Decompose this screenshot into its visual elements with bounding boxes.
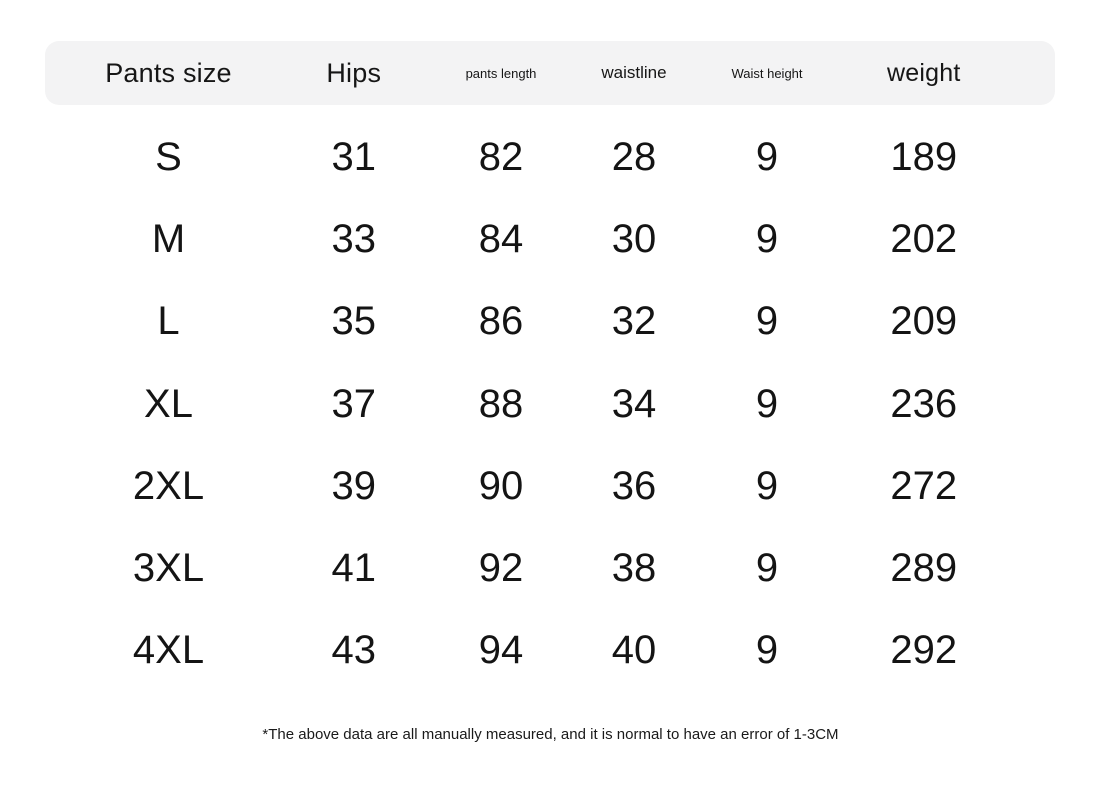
cell-weight: 272 [890,463,958,508]
cell-pants-length: 94 [478,628,524,673]
header-cell-waistline: waistline [601,63,667,82]
cell-weight: 202 [890,216,958,261]
cell-waistline: 30 [611,216,657,261]
cell-waist-height: 9 [755,134,779,179]
cell-waistline: 36 [611,463,657,508]
cell-pants-length: 92 [478,546,524,591]
table-header-row [45,41,1055,105]
cell-waist-height: 9 [755,381,779,426]
cell-size: XL [144,381,193,426]
cell-hips: 37 [331,381,376,426]
table-row [45,445,1055,527]
cell-waist-height: 9 [755,628,779,673]
cell-hips: 31 [331,134,376,179]
cell-size: 4XL [132,628,205,673]
table-body [45,105,1055,692]
cell-weight: 209 [890,299,958,344]
header-cell-pants-size: Pants size [105,57,232,88]
cell-weight: 292 [890,628,958,673]
table-row [45,281,1055,363]
size-table [45,41,1055,692]
cell-hips: 39 [331,463,376,508]
table-row [45,527,1055,609]
cell-size: S [155,134,182,179]
header-cell-pants-length: pants length [465,65,537,81]
cell-pants-length: 86 [478,299,524,344]
table-row [45,116,1055,198]
table-row [45,610,1055,692]
cell-weight: 289 [890,546,958,591]
cell-size: M [151,216,186,261]
cell-waist-height: 9 [755,216,779,261]
cell-pants-length: 84 [478,216,524,261]
cell-pants-length: 90 [478,463,524,508]
header-cell-weight: weight [887,58,961,87]
table-row [45,198,1055,280]
cell-weight: 189 [890,134,958,179]
cell-weight: 236 [890,381,958,426]
cell-pants-length: 82 [478,134,524,179]
cell-waist-height: 9 [755,546,779,591]
cell-size: 2XL [132,463,205,508]
header-cell-waist-height: Waist height [731,65,803,81]
cell-hips: 35 [331,299,376,344]
cell-waistline: 32 [611,299,657,344]
cell-hips: 33 [331,216,376,261]
cell-pants-length: 88 [478,381,524,426]
cell-hips: 41 [331,546,376,591]
cell-waistline: 28 [611,134,657,179]
cell-waistline: 34 [611,381,657,426]
cell-size: 3XL [132,546,205,591]
cell-size: L [157,299,180,344]
cell-hips: 43 [331,628,376,673]
header-cell-hips: Hips [326,57,382,88]
cell-waistline: 38 [611,546,657,591]
cell-waist-height: 9 [755,299,779,344]
table-row [45,363,1055,445]
cell-waistline: 40 [611,628,657,673]
cell-waist-height: 9 [755,463,779,508]
measurement-disclaimer: *The above data are all manually measured, and it is normal to have an error of 1-3CM [262,726,839,743]
